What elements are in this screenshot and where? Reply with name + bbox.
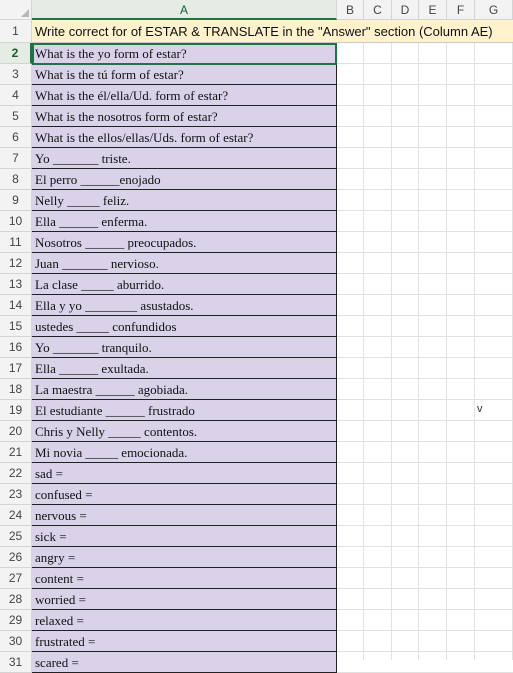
column-header-f[interactable]: F <box>447 0 475 20</box>
row-header[interactable]: 4 <box>0 85 32 106</box>
cell-a[interactable]: What is the nosotros form of estar? <box>32 106 337 127</box>
row-header[interactable]: 5 <box>0 106 32 127</box>
column-header-d[interactable]: D <box>392 0 419 20</box>
cell-a[interactable]: Nelly _____ feliz. <box>32 190 337 211</box>
row-header[interactable]: 7 <box>0 148 32 169</box>
row-header[interactable]: 1 <box>0 20 32 43</box>
row-header[interactable]: 27 <box>0 568 32 589</box>
cell-a[interactable]: confused = <box>32 484 337 505</box>
cell-a[interactable]: Yo _______ triste. <box>32 148 337 169</box>
cell-a[interactable]: sick = <box>32 526 337 547</box>
cell-a[interactable]: sad = <box>32 463 337 484</box>
row-header[interactable]: 24 <box>0 505 32 526</box>
row-header[interactable]: 13 <box>0 274 32 295</box>
cell-a[interactable]: La maestra ______ agobiada. <box>32 379 337 400</box>
cell-a[interactable]: What is the él/ella/Ud. form of estar? <box>32 85 337 106</box>
cell-a[interactable]: What is the ellos/ellas/Uds. form of estar? <box>32 127 337 148</box>
row-header[interactable]: 10 <box>0 211 32 232</box>
row-header[interactable]: 29 <box>0 610 32 631</box>
cell-a[interactable]: Nosotros ______ preocupados. <box>32 232 337 253</box>
row-header[interactable]: 19 <box>0 400 32 421</box>
column-header-c[interactable]: C <box>364 0 392 20</box>
row-header[interactable]: 12 <box>0 253 32 274</box>
instruction-title-cell[interactable]: Write correct for of ESTAR & TRANSLATE in the "Answer" section (Column AE) <box>32 20 513 43</box>
cell-a[interactable]: Ella ______ enferma. <box>32 211 337 232</box>
row-header[interactable]: 17 <box>0 358 32 379</box>
cell-a[interactable]: ustedes _____ confundidos <box>32 316 337 337</box>
cell-a[interactable]: Ella y yo ________ asustados. <box>32 295 337 316</box>
row-header[interactable]: 22 <box>0 463 32 484</box>
cell-a[interactable]: La clase _____ aburrido. <box>32 274 337 295</box>
column-header-e[interactable]: E <box>419 0 447 20</box>
cell-a[interactable]: El perro ______enojado <box>32 169 337 190</box>
row-header[interactable]: 30 <box>0 631 32 652</box>
cell-a[interactable]: Ella ______ exultada. <box>32 358 337 379</box>
row-header[interactable]: 25 <box>0 526 32 547</box>
cell-a[interactable]: worried = <box>32 589 337 610</box>
select-all-corner[interactable] <box>0 0 32 20</box>
cell-a[interactable]: nervous = <box>32 505 337 526</box>
cell-a[interactable]: Yo _______ tranquilo. <box>32 337 337 358</box>
cell-a[interactable]: angry = <box>32 547 337 568</box>
cell-a[interactable]: relaxed = <box>32 610 337 631</box>
column-header-b[interactable]: B <box>337 0 364 20</box>
cell-a[interactable]: What is the tú form of estar? <box>32 64 337 85</box>
row-header[interactable]: 21 <box>0 442 32 463</box>
row-header[interactable]: 26 <box>0 547 32 568</box>
row-header[interactable]: 8 <box>0 169 32 190</box>
cell-a[interactable]: Chris y Nelly _____ contentos. <box>32 421 337 442</box>
row-header[interactable]: 14 <box>0 295 32 316</box>
cell-a[interactable]: frustrated = <box>32 631 337 652</box>
row-header[interactable]: 15 <box>0 316 32 337</box>
cell-a[interactable]: What is the yo form of estar? <box>32 43 337 64</box>
cell-a[interactable]: El estudiante ______ frustrado <box>32 400 337 421</box>
row-header[interactable]: 2 <box>0 43 32 64</box>
row-header[interactable]: 31 <box>0 652 32 673</box>
row-header[interactable]: 28 <box>0 589 32 610</box>
row-header[interactable]: 23 <box>0 484 32 505</box>
cell-a[interactable]: content = <box>32 568 337 589</box>
row-header[interactable]: 20 <box>0 421 32 442</box>
column-header-g[interactable]: G <box>475 0 513 20</box>
row-header[interactable]: 9 <box>0 190 32 211</box>
cell-a[interactable]: scared = <box>32 652 337 673</box>
row-header[interactable]: 6 <box>0 127 32 148</box>
row-header[interactable]: 3 <box>0 64 32 85</box>
cell-a[interactable]: Mi novia _____ emocionada. <box>32 442 337 463</box>
column-header-a[interactable]: A <box>32 0 337 20</box>
cell-a[interactable]: Juan _______ nervioso. <box>32 253 337 274</box>
row-header[interactable]: 11 <box>0 232 32 253</box>
stray-mark-cell[interactable]: v <box>477 403 483 415</box>
row-header[interactable]: 16 <box>0 337 32 358</box>
row-header[interactable]: 18 <box>0 379 32 400</box>
